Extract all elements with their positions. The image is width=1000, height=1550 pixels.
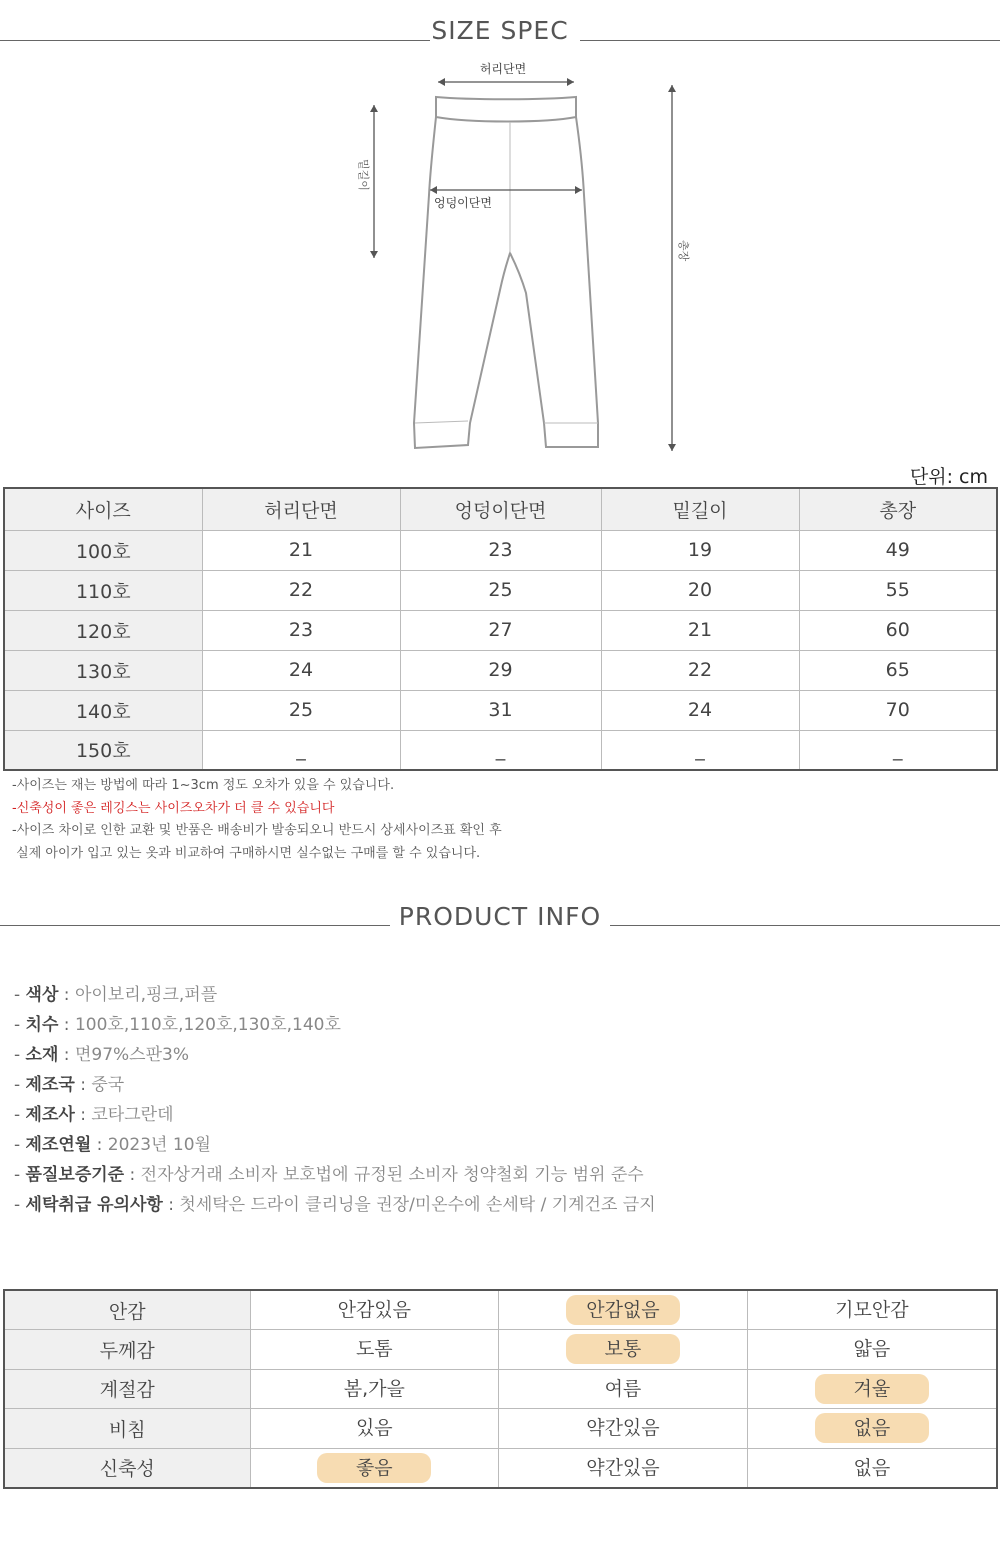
table-row: [4, 1369, 997, 1409]
feel-option: 보통: [566, 1334, 680, 1364]
waist-cell: 22: [202, 570, 400, 610]
note-line: -사이즈 차이로 인한 교환 및 반품은 배송비가 발송되오니 반드시 상세사이즈표 확인 후: [12, 823, 502, 838]
unit-label: 단위: cm: [909, 466, 988, 488]
info-key: 소재: [25, 1045, 59, 1065]
rise-label: 밑길이: [357, 159, 370, 191]
feel-option-cell: [499, 1369, 748, 1409]
pants-diagram: [340, 55, 710, 460]
feel-option: 여름: [604, 1377, 642, 1400]
size-spec-title: SIZE SPEC: [431, 16, 569, 45]
info-key: 치수: [25, 1015, 59, 1035]
header-cell: 허리단면: [202, 488, 400, 530]
feel-option: 봄,가을: [343, 1377, 405, 1400]
feel-option-cell: [747, 1409, 997, 1449]
feel-option: 도톰: [355, 1338, 393, 1361]
table-row: [4, 530, 997, 570]
info-value: 첫세탁은 드라이 클리닝을 권장/미온수에 손세탁 / 기계건조 금지: [179, 1195, 656, 1215]
feel-option-cell: [250, 1369, 499, 1409]
product-info-list: [14, 980, 656, 1220]
size-cell: 130호: [4, 650, 202, 690]
table-row: [4, 1290, 997, 1330]
info-item: - 소재 : 면97%스판3%: [14, 1045, 189, 1065]
feel-row-label: 계절감: [4, 1369, 250, 1409]
info-value: 중국: [91, 1075, 125, 1095]
rise-cell: 22: [601, 650, 799, 690]
hip-label: 엉덩이단면: [434, 196, 492, 210]
feel-option: 안감없음: [566, 1295, 680, 1325]
waist-cell: _: [202, 730, 400, 770]
feel-option-cell: [499, 1448, 748, 1488]
table-row: [4, 1330, 997, 1370]
size-spec-heading: [0, 14, 1000, 48]
length-cell: 60: [799, 610, 997, 650]
hip-cell: 29: [400, 650, 601, 690]
info-item: - 제조국 : 중국: [14, 1075, 125, 1095]
info-key: 세탁취급 유의사항: [25, 1195, 163, 1215]
feel-option: 겨울: [815, 1374, 929, 1404]
info-value: 코타그란데: [91, 1105, 174, 1125]
table-header-row: [4, 488, 997, 530]
rise-cell: 24: [601, 690, 799, 730]
feel-row-label: 안감: [4, 1290, 250, 1330]
info-value: 2023년 10월: [107, 1135, 211, 1155]
size-cell: 100호: [4, 530, 202, 570]
table-row: [4, 1448, 997, 1488]
rise-cell: 20: [601, 570, 799, 610]
size-cell: 110호: [4, 570, 202, 610]
note-line-warning: -신축성이 좋은 레깅스는 사이즈오차가 더 클 수 있습니다: [12, 800, 335, 816]
size-table: [3, 487, 998, 771]
hip-cell: 31: [400, 690, 601, 730]
waist-cell: 21: [202, 530, 400, 570]
table-row: [4, 610, 997, 650]
table-row: [4, 570, 997, 610]
info-key: 품질보증기준: [25, 1165, 125, 1185]
info-value: 100호,110호,120호,130호,140호: [74, 1015, 341, 1035]
feel-option-cell: [250, 1290, 499, 1330]
feel-option: 얇음: [853, 1338, 891, 1361]
feel-option-cell: [747, 1448, 997, 1488]
table-row: [4, 730, 997, 770]
info-item: - 제조사 : 코타그란데: [14, 1105, 174, 1125]
info-item: - 제조연월 : 2023년 10월: [14, 1135, 211, 1155]
feel-option: 없음: [815, 1413, 929, 1443]
info-value: 면97%스판3%: [74, 1045, 189, 1065]
size-cell: 150호: [4, 730, 202, 770]
hip-cell: 23: [400, 530, 601, 570]
size-cell: 140호: [4, 690, 202, 730]
info-value: 아이보리,핑크,퍼플: [74, 985, 218, 1005]
feel-option-cell: [747, 1290, 997, 1330]
pants-outline: [436, 97, 576, 122]
waist-cell: 24: [202, 650, 400, 690]
feel-option: 없음: [853, 1456, 891, 1479]
feel-row-label: 비침: [4, 1409, 250, 1449]
length-cell: 65: [799, 650, 997, 690]
length-cell: 55: [799, 570, 997, 610]
note-line: -사이즈는 재는 방법에 따라 1~3cm 정도 오차가 있을 수 있습니다.: [12, 778, 395, 793]
rise-cell: 19: [601, 530, 799, 570]
rise-cell: _: [601, 730, 799, 770]
feel-option: 안감있음: [337, 1299, 412, 1321]
length-cell: _: [799, 730, 997, 770]
info-key: 제조사: [25, 1105, 75, 1125]
feel-option: 기모안감: [835, 1299, 909, 1321]
feel-option-cell: [499, 1330, 748, 1370]
product-info-heading: [0, 900, 1000, 934]
feel-option: 있음: [355, 1417, 393, 1440]
header-cell: 총장: [799, 488, 997, 530]
waist-cell: 25: [202, 690, 400, 730]
table-row: [4, 1409, 997, 1449]
note-line: 실제 아이가 입고 있는 옷과 비교하여 구매하시면 실수없는 구매를 할 수 있습니다.: [12, 845, 481, 861]
product-info-title: PRODUCT INFO: [398, 902, 602, 931]
info-key: 색상: [25, 985, 59, 1005]
length-cell: 70: [799, 690, 997, 730]
rise-cell: 21: [601, 610, 799, 650]
feel-option-cell: [250, 1330, 499, 1370]
waist-label: 허리단면: [479, 62, 527, 76]
feel-option-cell: [250, 1448, 499, 1488]
header-cell: 엉덩이단면: [400, 488, 601, 530]
header-cell: 사이즈: [4, 488, 202, 530]
feel-row-label: 두께감: [4, 1330, 250, 1370]
fabric-feel-table: [3, 1289, 998, 1489]
feel-option: 약간있음: [586, 1456, 660, 1479]
pants-outline: [414, 117, 598, 448]
feel-option-cell: [499, 1290, 748, 1330]
table-row: [4, 650, 997, 690]
feel-row-label: 신축성: [4, 1448, 250, 1488]
info-key: 제조연월: [25, 1135, 92, 1155]
feel-option-cell: [747, 1330, 997, 1370]
hip-cell: 25: [400, 570, 601, 610]
size-notes: [12, 775, 502, 865]
info-item: - 세탁취급 유의사항 : 첫세탁은 드라이 클리닝을 권장/미온수에 손세탁 / 기계건조 금지: [14, 1195, 656, 1215]
info-key: 제조국: [25, 1075, 75, 1095]
feel-option-cell: [250, 1409, 499, 1449]
feel-option-cell: [747, 1369, 997, 1409]
header-cell: 밑길이: [601, 488, 799, 530]
table-row: [4, 690, 997, 730]
hip-cell: _: [400, 730, 601, 770]
length-label: 총장: [677, 240, 690, 262]
info-item: - 치수 : 100호,110호,120호,130호,140호: [14, 1015, 341, 1035]
info-item: - 품질보증기준 : 전자상거래 소비자 보호법에 규정된 소비자 청약철회 기능 범위 준수: [14, 1165, 644, 1185]
feel-option-cell: [499, 1409, 748, 1449]
feel-option: 약간있음: [586, 1417, 660, 1440]
hip-cell: 27: [400, 610, 601, 650]
length-cell: 49: [799, 530, 997, 570]
waist-cell: 23: [202, 610, 400, 650]
info-item: - 색상 : 아이보리,핑크,퍼플: [14, 985, 218, 1005]
info-value: 전자상거래 소비자 보호법에 규정된 소비자 청약철회 기능 범위 준수: [140, 1165, 644, 1185]
feel-option: 좋음: [317, 1453, 431, 1483]
size-cell: 120호: [4, 610, 202, 650]
